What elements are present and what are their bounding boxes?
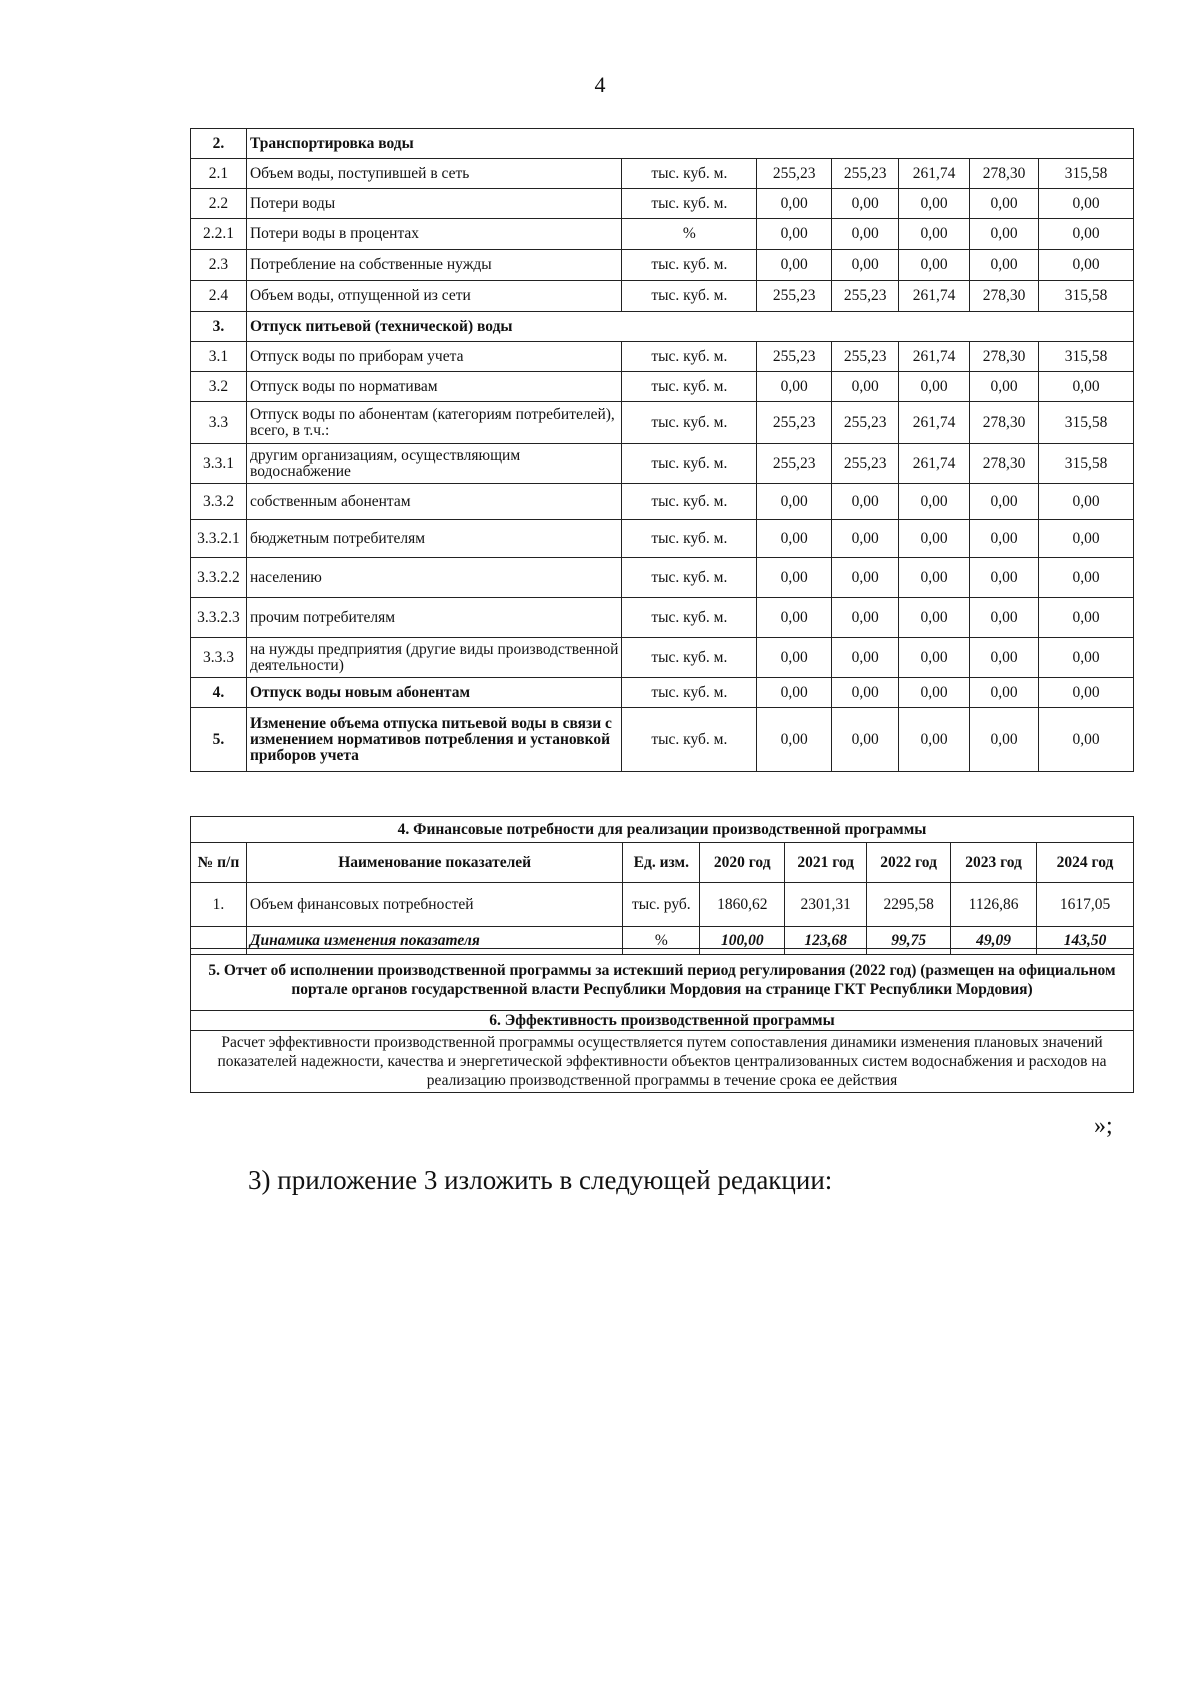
row-value: 255,23	[832, 444, 899, 484]
row-number: 3.2	[191, 372, 247, 402]
row-value: 278,30	[970, 444, 1039, 484]
quote-end: »;	[1094, 1113, 1113, 1139]
row-name: бюджетным потребителям	[246, 520, 621, 558]
row-name: Объем воды, поступившей в сеть	[246, 159, 621, 189]
col-header-year: 2024 год	[1037, 843, 1134, 883]
row-name: Объем финансовых потребностей	[246, 883, 622, 927]
col-header-year: 2023 год	[951, 843, 1037, 883]
row-value: 0,00	[757, 558, 832, 598]
row-name: населению	[246, 558, 621, 598]
section-header-row	[191, 129, 1134, 159]
row-unit: тыс. куб. м.	[622, 250, 757, 281]
row-unit: тыс. куб. м.	[622, 520, 757, 558]
col-header-name: Наименование показателей	[246, 843, 622, 883]
row-value: 0,00	[899, 678, 970, 708]
row-value: 2295,58	[867, 883, 951, 927]
row-number: 3.3.1	[191, 444, 247, 484]
row-value: 315,58	[1039, 342, 1134, 372]
row-value: 278,30	[970, 281, 1039, 312]
row-value: 0,00	[1039, 189, 1134, 219]
row-value: 0,00	[970, 678, 1039, 708]
row-number: 3.3	[191, 402, 247, 444]
row-value: 0,00	[970, 372, 1039, 402]
row-value: 0,00	[832, 598, 899, 638]
row-unit: тыс. куб. м.	[622, 598, 757, 638]
finance-title: 4. Финансовые потребности для реализации производственной программы	[191, 817, 1134, 843]
row-name: другим организациям, осуществляющим водоснабжение	[246, 444, 621, 484]
row-value: 0,00	[970, 250, 1039, 281]
row-value: 0,00	[757, 678, 832, 708]
col-header-year: 2022 год	[867, 843, 951, 883]
row-number: 3.3.2.3	[191, 598, 247, 638]
row-number: 3.3.3	[191, 638, 247, 678]
row-unit: тыс. куб. м.	[622, 189, 757, 219]
section-number: 2.	[191, 129, 247, 159]
row-value: 123,68	[785, 927, 867, 955]
row-value: 0,00	[1039, 250, 1134, 281]
row-value: 0,00	[832, 520, 899, 558]
table-row	[191, 484, 1134, 520]
row-value: 143,50	[1037, 927, 1134, 955]
row-value: 255,23	[832, 342, 899, 372]
row-unit: тыс. куб. м.	[622, 402, 757, 444]
row-value: 315,58	[1039, 281, 1134, 312]
row-unit: %	[623, 927, 700, 955]
row-value: 255,23	[757, 402, 832, 444]
row-unit: тыс. куб. м.	[622, 281, 757, 312]
row-value: 0,00	[899, 708, 970, 772]
col-header-year: 2021 год	[785, 843, 867, 883]
row-unit: тыс. куб. м.	[622, 638, 757, 678]
table-row	[191, 638, 1134, 678]
row-value: 0,00	[832, 678, 899, 708]
table-row	[191, 558, 1134, 598]
row-value: 0,00	[832, 189, 899, 219]
row-unit: тыс. куб. м.	[622, 484, 757, 520]
row-unit: тыс. куб. м.	[622, 444, 757, 484]
report-efficiency-table	[190, 948, 1134, 1093]
row-value: 0,00	[1039, 372, 1134, 402]
table-row	[191, 883, 1134, 927]
row-number: 4.	[191, 678, 247, 708]
table-row	[191, 598, 1134, 638]
efficiency-text: Расчет эффективности производственной программы осуществляется путем сопоставления динамики изменения плановых значений показателей надежности, качества и энергетической эффективности объектов централизованных систем водоснабжения и расходов на реализацию производственной программы в течение срока ее действия	[191, 1031, 1134, 1093]
row-name: Потребление на собственные нужды	[246, 250, 621, 281]
row-value: 261,74	[899, 281, 970, 312]
row-value: 261,74	[899, 402, 970, 444]
row-value: 255,23	[832, 402, 899, 444]
row-value: 1617,05	[1037, 883, 1134, 927]
row-number: 3.3.2.2	[191, 558, 247, 598]
row-value: 2301,31	[785, 883, 867, 927]
row-value: 100,00	[700, 927, 785, 955]
row-value: 255,23	[757, 281, 832, 312]
page-number: 4	[594, 72, 606, 97]
row-value: 0,00	[832, 372, 899, 402]
row-value: 255,23	[757, 444, 832, 484]
row-value: 0,00	[899, 189, 970, 219]
row-unit: тыс. руб.	[623, 883, 700, 927]
table-row	[191, 189, 1134, 219]
row-name: Динамика изменения показателя	[246, 927, 622, 955]
row-name: собственным абонентам	[246, 484, 621, 520]
row-unit: тыс. куб. м.	[622, 372, 757, 402]
table-row	[191, 159, 1134, 189]
row-number: 3.3.2	[191, 484, 247, 520]
row-value: 0,00	[757, 189, 832, 219]
table-row	[191, 444, 1134, 484]
row-value: 0,00	[970, 189, 1039, 219]
row-value: 1860,62	[700, 883, 785, 927]
row-value: 0,00	[970, 558, 1039, 598]
row-name: Отпуск воды по нормативам	[246, 372, 621, 402]
row-value: 0,00	[970, 484, 1039, 520]
row-value: 0,00	[757, 250, 832, 281]
closing-line: 3) приложение 3 изложить в следующей редакции:	[248, 1165, 833, 1195]
row-value: 0,00	[970, 598, 1039, 638]
row-value: 0,00	[1039, 598, 1134, 638]
row-value: 0,00	[832, 250, 899, 281]
row-value: 0,00	[757, 372, 832, 402]
row-value: 0,00	[970, 708, 1039, 772]
row-value: 255,23	[757, 342, 832, 372]
row-value: 0,00	[899, 250, 970, 281]
row-value: 0,00	[832, 219, 899, 250]
row-value: 0,00	[899, 520, 970, 558]
table-row	[191, 678, 1134, 708]
table-row	[191, 520, 1134, 558]
row-value: 0,00	[899, 558, 970, 598]
row-value: 261,74	[899, 159, 970, 189]
section-header-row	[191, 312, 1134, 342]
row-value: 278,30	[970, 402, 1039, 444]
row-unit: тыс. куб. м.	[622, 708, 757, 772]
row-value: 0,00	[1039, 678, 1134, 708]
row-value: 255,23	[832, 281, 899, 312]
row-number: 2.2.1	[191, 219, 247, 250]
row-value: 278,30	[970, 342, 1039, 372]
row-number: 5.	[191, 708, 247, 772]
row-value: 315,58	[1039, 402, 1134, 444]
table-row	[191, 402, 1134, 444]
row-value: 0,00	[1039, 219, 1134, 250]
row-name: Изменение объема отпуска питьевой воды в связи с изменением нормативов потребления и установкой приборов учета	[246, 708, 621, 772]
row-number: 2.3	[191, 250, 247, 281]
row-value: 0,00	[1039, 708, 1134, 772]
row-value: 0,00	[1039, 638, 1134, 678]
row-value: 0,00	[757, 708, 832, 772]
report-section: 5. Отчет об исполнении производственной программы за истекший период регулирования (2022 год) (размещен на официальном портале органов государственной власти Республики Мордовия на странице ГКТ Республики Мордовия)	[191, 949, 1134, 1011]
production-indicators-table	[190, 128, 1134, 772]
row-value: 0,00	[1039, 558, 1134, 598]
row-unit: тыс. куб. м.	[622, 159, 757, 189]
table-row	[191, 219, 1134, 250]
row-value: 99,75	[867, 927, 951, 955]
row-value: 278,30	[970, 159, 1039, 189]
row-value: 0,00	[899, 638, 970, 678]
row-number: 1.	[191, 883, 247, 927]
row-value: 0,00	[832, 708, 899, 772]
row-name: Отпуск воды новым абонентам	[246, 678, 621, 708]
row-value: 49,09	[951, 927, 1037, 955]
row-value: 0,00	[832, 558, 899, 598]
row-value: 0,00	[1039, 520, 1134, 558]
row-value: 0,00	[757, 219, 832, 250]
row-unit: %	[622, 219, 757, 250]
row-value: 0,00	[899, 598, 970, 638]
row-name: Отпуск воды по приборам учета	[246, 342, 621, 372]
row-value: 315,58	[1039, 159, 1134, 189]
section-number: 3.	[191, 312, 247, 342]
section-title: Транспортировка воды	[246, 129, 1133, 159]
row-value: 255,23	[757, 159, 832, 189]
table-row	[191, 250, 1134, 281]
row-value: 1126,86	[951, 883, 1037, 927]
row-number: 2.1	[191, 159, 247, 189]
row-value: 0,00	[757, 638, 832, 678]
row-unit: тыс. куб. м.	[622, 558, 757, 598]
row-value: 315,58	[1039, 444, 1134, 484]
table-row	[191, 281, 1134, 312]
row-value: 0,00	[899, 484, 970, 520]
row-name: прочим потребителям	[246, 598, 621, 638]
col-header-num: № п/п	[191, 843, 247, 883]
financial-needs-table	[190, 816, 1134, 955]
row-unit: тыс. куб. м.	[622, 342, 757, 372]
row-name: Отпуск воды по абонентам (категориям потребителей), всего, в т.ч.:	[246, 402, 621, 444]
table-row	[191, 372, 1134, 402]
row-name: Объем воды, отпущенной из сети	[246, 281, 621, 312]
efficiency-title: 6. Эффективность производственной программы	[191, 1011, 1134, 1031]
row-value: 0,00	[970, 638, 1039, 678]
table-row	[191, 708, 1134, 772]
row-value: 0,00	[970, 520, 1039, 558]
row-name: на нужды предприятия (другие виды производственной деятельности)	[246, 638, 621, 678]
row-value: 0,00	[757, 598, 832, 638]
row-value: 0,00	[899, 219, 970, 250]
row-value: 0,00	[832, 638, 899, 678]
col-header-unit: Ед. изм.	[623, 843, 700, 883]
row-value: 261,74	[899, 444, 970, 484]
row-name: Потери воды в процентах	[246, 219, 621, 250]
section-title: Отпуск питьевой (технической) воды	[246, 312, 1133, 342]
col-header-year: 2020 год	[700, 843, 785, 883]
row-number: 2.2	[191, 189, 247, 219]
row-unit: тыс. куб. м.	[622, 678, 757, 708]
row-value: 0,00	[832, 484, 899, 520]
row-value: 0,00	[757, 484, 832, 520]
row-number: 2.4	[191, 281, 247, 312]
row-value: 0,00	[970, 219, 1039, 250]
row-value: 255,23	[832, 159, 899, 189]
row-value: 0,00	[757, 520, 832, 558]
row-number: 3.3.2.1	[191, 520, 247, 558]
table-row	[191, 342, 1134, 372]
row-value: 0,00	[1039, 484, 1134, 520]
row-value: 0,00	[899, 372, 970, 402]
row-value: 261,74	[899, 342, 970, 372]
row-name: Потери воды	[246, 189, 621, 219]
row-number: 3.1	[191, 342, 247, 372]
